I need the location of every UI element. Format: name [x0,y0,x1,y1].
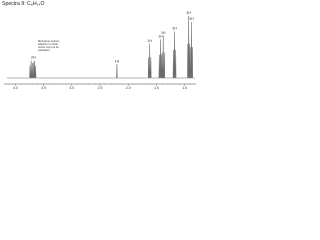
annotation-line: centre may not be [38,46,59,50]
peak-integration-label: 1H [160,30,166,35]
chart-title: Spectra 9: C₆H₁₄O [2,1,45,7]
peak-integration-label: 3H [186,11,191,15]
x-axis-tick-label: 4.0 [12,86,18,91]
x-axis-tick-label: 1.5 [154,86,159,91]
x-axis-tick-label: 2.5 [97,86,103,91]
annotation-line: Methylene protons [38,40,60,43]
peak-integration-label: 1H [114,59,120,64]
peak-integration-label: 2H [31,55,36,60]
x-axis-tick-label: 3.5 [41,86,46,91]
peak-integration-label: 1H [147,38,152,43]
x-axis-tick-label: 3.0 [69,86,75,91]
peak-integration-label: 1H [158,34,163,39]
peak-integration-label: 2H [172,26,177,31]
x-axis-tick-label: 1.0 [182,86,188,91]
x-axis-tick-label: 2.0 [125,86,131,91]
peak-integration-label: 3H [189,17,194,22]
annotation-line: adjacent to chiral [38,43,58,47]
spectrum-trace [7,16,195,78]
nmr-spectrum-chart [0,0,200,97]
annotation-line: equivalent [38,49,50,53]
